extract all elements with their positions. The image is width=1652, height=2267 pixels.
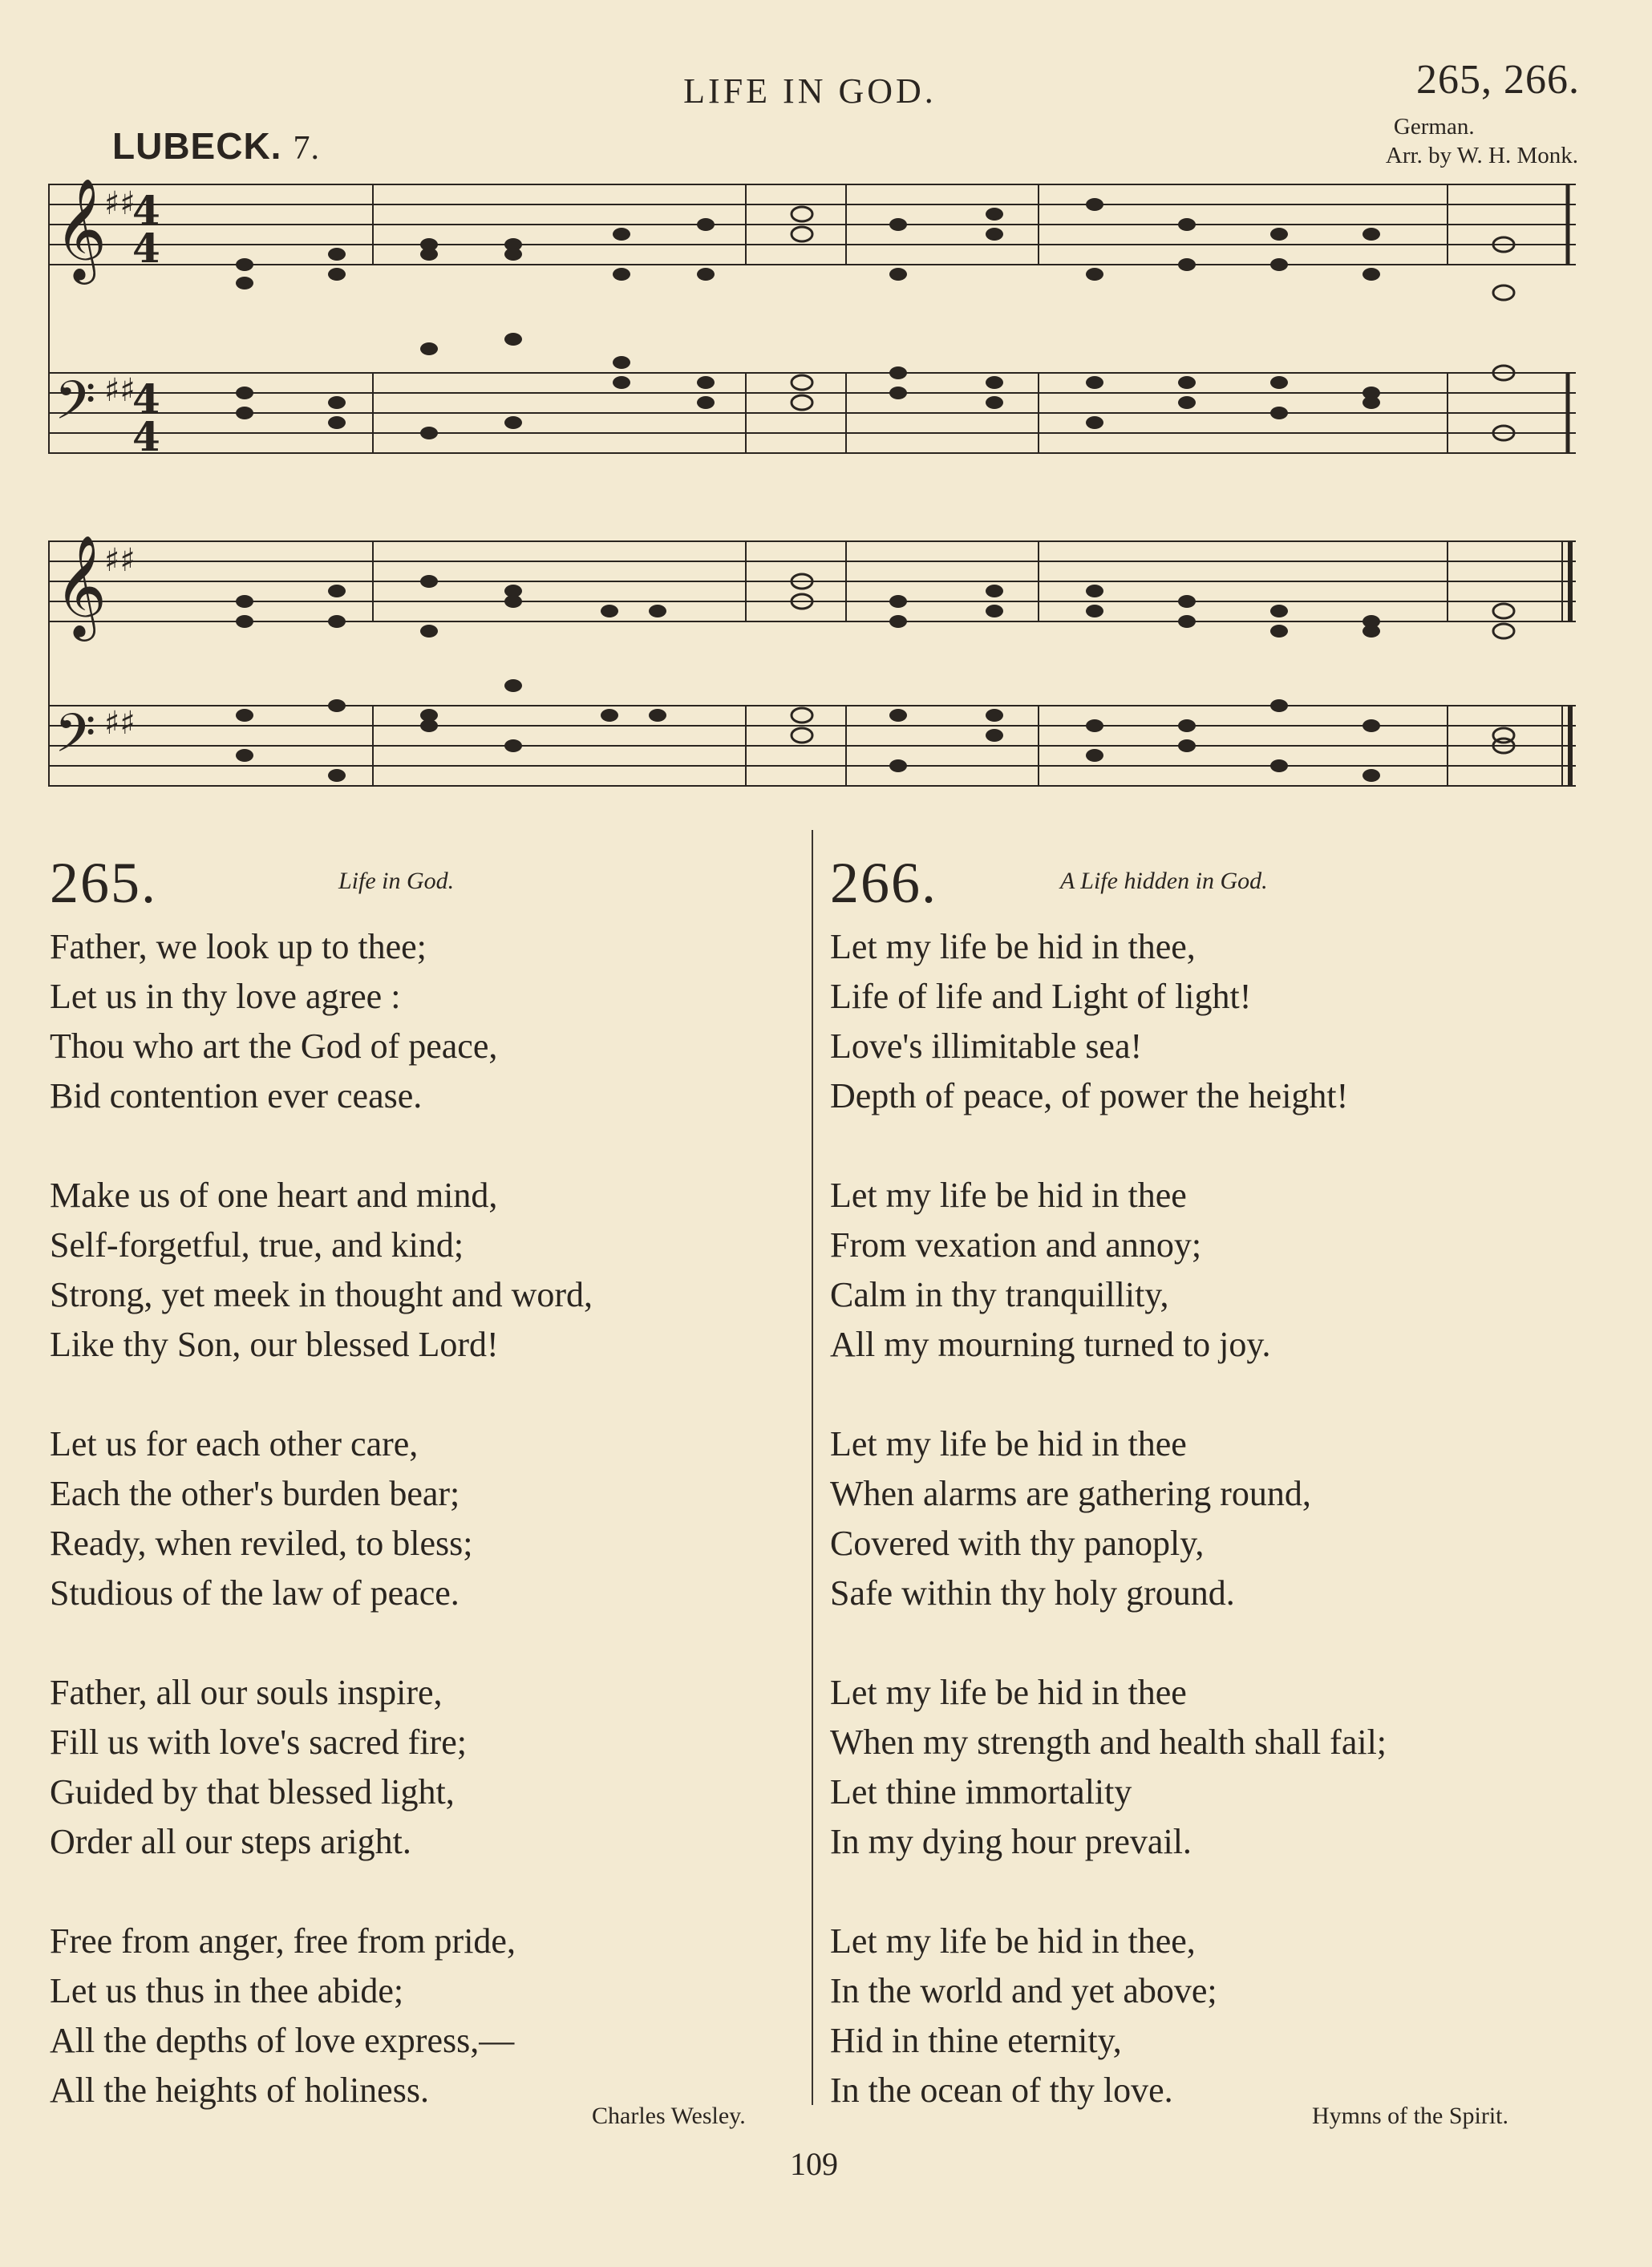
stanza bbox=[50, 1171, 804, 1370]
stanza bbox=[830, 1171, 1600, 1370]
hymn-author: Charles Wesley. bbox=[592, 2103, 746, 2129]
verse-line: In my dying hour prevail. bbox=[830, 1822, 1192, 1861]
verse-line: Self-forgetful, true, and kind; bbox=[50, 1225, 464, 1265]
hymn-subtitle: A Life hidden in God. bbox=[1060, 868, 1268, 894]
verse-line: When alarms are gathering round, bbox=[830, 1474, 1311, 1513]
clefs-system-2 bbox=[55, 534, 136, 777]
notes-system-2 bbox=[236, 574, 1514, 782]
section-title: LIFE IN GOD. bbox=[683, 71, 937, 111]
verse-line: Like thy Son, our blessed Lord! bbox=[50, 1325, 499, 1364]
tune-arranger: Arr. by W. H. Monk. bbox=[1385, 143, 1578, 168]
verse-line: Love's illimitable sea! bbox=[830, 1026, 1143, 1066]
time-signature-bottom: 4 bbox=[132, 413, 160, 460]
verse-line: Bid contention ever cease. bbox=[50, 1076, 423, 1115]
verse-line: Let thine immortality bbox=[830, 1772, 1132, 1812]
verse-line: Ready, when reviled, to bless; bbox=[50, 1524, 473, 1563]
bass-clef-icon: 𝄢 bbox=[55, 702, 96, 777]
hymn-subtitle: Life in God. bbox=[338, 868, 455, 894]
verse-line: When my strength and health shall fail; bbox=[830, 1723, 1387, 1762]
treble-clef-icon: 𝄞 bbox=[55, 177, 107, 280]
verse-line: Free from anger, free from pride, bbox=[50, 1921, 516, 1961]
page-numbers: 265, 266. bbox=[1416, 57, 1580, 103]
verse-line: Each the other's burden bear; bbox=[50, 1474, 460, 1513]
music-score bbox=[48, 164, 1588, 806]
key-signature-icon: ♯♯ bbox=[104, 705, 136, 742]
verse-line: Father, all our souls inspire, bbox=[50, 1673, 443, 1712]
verse-line: Let my life be hid in thee bbox=[830, 1176, 1187, 1215]
verse-line: Order all our steps aright. bbox=[50, 1822, 411, 1861]
key-signature-icon: ♯♯ bbox=[104, 372, 136, 409]
hymn-source: Hymns of the Spirit. bbox=[1312, 2103, 1508, 2129]
verse-line: Strong, yet meek in thought and word, bbox=[50, 1275, 593, 1314]
verse-line: Let my life be hid in thee bbox=[830, 1424, 1187, 1463]
stanza bbox=[50, 922, 804, 1121]
time-signature-bottom: 4 bbox=[132, 225, 160, 272]
tune-credit bbox=[1385, 112, 1578, 170]
time-signature-top: 4 bbox=[132, 187, 160, 234]
tune-name-text: LUBECK. bbox=[112, 125, 282, 167]
notes-system-1 bbox=[236, 198, 1514, 440]
tune-origin: German. bbox=[1393, 114, 1475, 140]
verse-line: In the ocean of thy love. bbox=[830, 2071, 1173, 2110]
verse-line: Let my life be hid in thee, bbox=[830, 1921, 1196, 1961]
key-signature-icon: ♯♯ bbox=[104, 542, 136, 579]
verse-line: Let us for each other care, bbox=[50, 1424, 419, 1463]
time-signature-top: 4 bbox=[132, 375, 160, 423]
verse-line: Let my life be hid in thee, bbox=[830, 927, 1196, 966]
hymn-265 bbox=[50, 850, 804, 2165]
hymn-header bbox=[50, 850, 804, 922]
bass-clef-icon: 𝄢 bbox=[55, 370, 96, 444]
stanza bbox=[50, 1917, 804, 2115]
stanza bbox=[830, 1419, 1600, 1618]
hymn-number: 266. bbox=[830, 851, 937, 915]
verse-line: Let us thus in thee abide; bbox=[50, 1971, 404, 2010]
verse-line: Make us of one heart and mind, bbox=[50, 1176, 498, 1215]
stanza bbox=[50, 1668, 804, 1867]
verse-line: Father, we look up to thee; bbox=[50, 927, 427, 966]
verse-line: Let my life be hid in thee bbox=[830, 1673, 1187, 1712]
page-folio: 109 bbox=[790, 2146, 838, 2182]
verse-line: Covered with thy panoply, bbox=[830, 1524, 1205, 1563]
verse-line: From vexation and annoy; bbox=[830, 1225, 1202, 1265]
verse-line: Fill us with love's sacred fire; bbox=[50, 1723, 467, 1762]
verse-line: Life of life and Light of light! bbox=[830, 977, 1252, 1016]
stanza bbox=[50, 1419, 804, 1618]
hymn-266 bbox=[830, 850, 1600, 2165]
verse-line: All the heights of holiness. bbox=[50, 2071, 429, 2110]
verse-line: Studious of the law of peace. bbox=[50, 1573, 460, 1613]
verse-line: Hid in thine eternity, bbox=[830, 2021, 1122, 2060]
verse-line: Depth of peace, of power the height! bbox=[830, 1076, 1349, 1115]
verse-line: All my mourning turned to joy. bbox=[830, 1325, 1271, 1364]
stanza bbox=[830, 1668, 1600, 1867]
verse-line: Calm in thy tranquillity, bbox=[830, 1275, 1169, 1314]
hymn-number: 265. bbox=[50, 851, 157, 915]
verse-line: Let us in thy love agree : bbox=[50, 977, 401, 1016]
verse-line: Safe within thy holy ground. bbox=[830, 1573, 1235, 1613]
verse-line: Guided by that blessed light, bbox=[50, 1772, 455, 1812]
treble-staff-1 bbox=[48, 184, 1576, 265]
tune-meter: 7. bbox=[293, 130, 320, 167]
treble-clef-icon: 𝄞 bbox=[55, 534, 107, 637]
column-divider bbox=[812, 830, 813, 2105]
key-signature-icon: ♯♯ bbox=[104, 185, 136, 222]
verse-line: All the depths of love express,— bbox=[50, 2021, 515, 2060]
tune-name bbox=[112, 124, 320, 168]
hymn-header bbox=[830, 850, 1600, 922]
verse-line: In the world and yet above; bbox=[830, 1971, 1217, 2010]
stanza bbox=[830, 1917, 1600, 2115]
verse-line: Thou who art the God of peace, bbox=[50, 1026, 498, 1066]
system-1 bbox=[48, 184, 1576, 453]
clefs-system-1 bbox=[55, 177, 160, 460]
stanza bbox=[830, 922, 1600, 1121]
